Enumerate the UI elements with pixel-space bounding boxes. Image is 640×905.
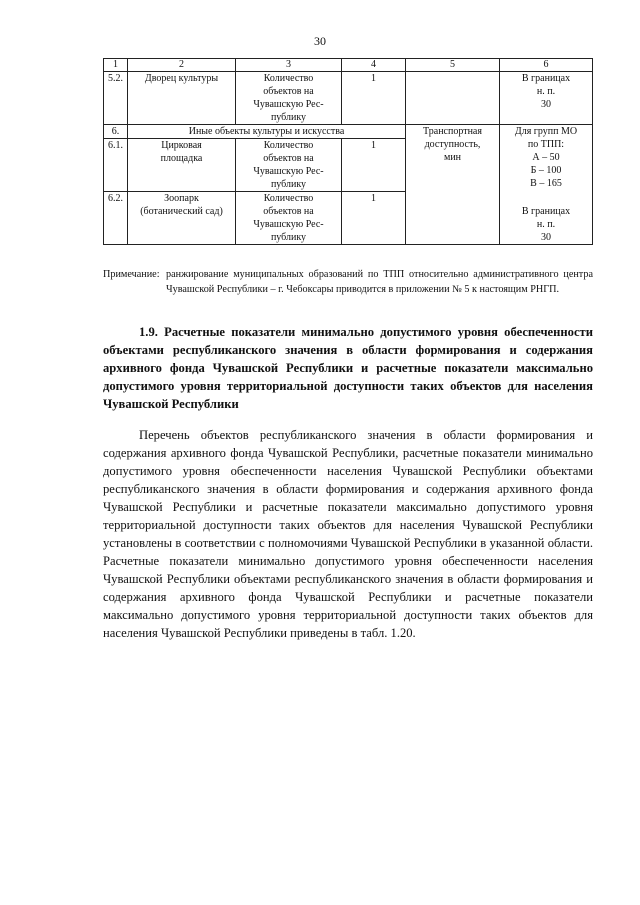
column-header: 4: [342, 59, 406, 72]
indicator-name: Количество объектов на Чувашскую Рес- публику: [236, 72, 342, 125]
body-paragraph: Перечень объектов республиканского значения в области формирования и содержания архивного фонда Чувашской Республики, расчетные показатели минимально допустимого уровня обеспеченности населения Чувашской Республики объектами республиканского значения в области формирования и содержания архивного фонда Чувашской Республики и расчетные показатели максимально допустимого уровня территориальной доступности таких объектов для населения Чувашской Республики установлены в соответствии с полномочиями Чувашской Республики в указанной области. Расчетные показатели минимально допустимого уровня обеспеченности населения Чувашской Республики объектами республиканского значения в области формирования и содержания архивного фонда Чувашской Республики и расчетные показатели максимально допустимого уровня территориальной доступности таких объектов для населения Чувашской Республики приведены в табл. 1.20.: [103, 428, 593, 640]
indicator-value: 1: [342, 192, 406, 245]
access-value: В границах н. п. 30: [500, 192, 593, 245]
row-number: 6.2.: [104, 192, 128, 245]
indicator-name: Количество объектов на Чувашскую Рес- публику: [236, 192, 342, 245]
column-header: 1: [104, 59, 128, 72]
access-value: Для групп МО по ТПП: А – 50 Б – 100 В – 165: [500, 125, 593, 192]
table-row: [104, 72, 593, 125]
note-label: Примечание:: [103, 269, 160, 280]
object-name: Зоопарк (ботанический сад): [128, 192, 236, 245]
section-heading: 1.9. Расчетные показатели минимально допустимого уровня обеспеченности объектами республиканского значения в области формирования и содержания архивного фонда Чувашской Республики и расчетные показатели максимально допустимого уровня территориальной доступности таких объектов для населения Чувашской Республики: [103, 325, 593, 411]
indicator-value: 1: [342, 72, 406, 125]
table-row: [104, 192, 593, 245]
access-type: Транспортная доступность, мин: [406, 125, 500, 245]
column-header: 2: [128, 59, 236, 72]
indicator-name: Количество объектов на Чувашскую Рес- публику: [236, 139, 342, 192]
row-number: 5.2.: [104, 72, 128, 125]
page-number: 30: [314, 34, 326, 48]
indicator-value: 1: [342, 139, 406, 192]
table-header-row: [104, 59, 593, 72]
note-text: ранжирование муниципальных образований по ТПП относительно административного центра Чувашской Республики – г. Чебоксары приводится в приложении № 5 к настоящим РНГП.: [166, 269, 593, 295]
row-number: 6.: [104, 125, 128, 139]
object-name: Дворец культуры: [128, 72, 236, 125]
column-header: 6: [500, 59, 593, 72]
standards-table: [103, 58, 593, 245]
column-header: 3: [236, 59, 342, 72]
row-number: 6.1.: [104, 139, 128, 192]
table-row: [104, 125, 593, 139]
access-value: В границах н. п. 30: [500, 72, 593, 125]
access-type: [406, 72, 500, 125]
group-name: Иные объекты культуры и искусства: [128, 125, 406, 139]
object-name: Цирковая площадка: [128, 139, 236, 192]
column-header: 5: [406, 59, 500, 72]
